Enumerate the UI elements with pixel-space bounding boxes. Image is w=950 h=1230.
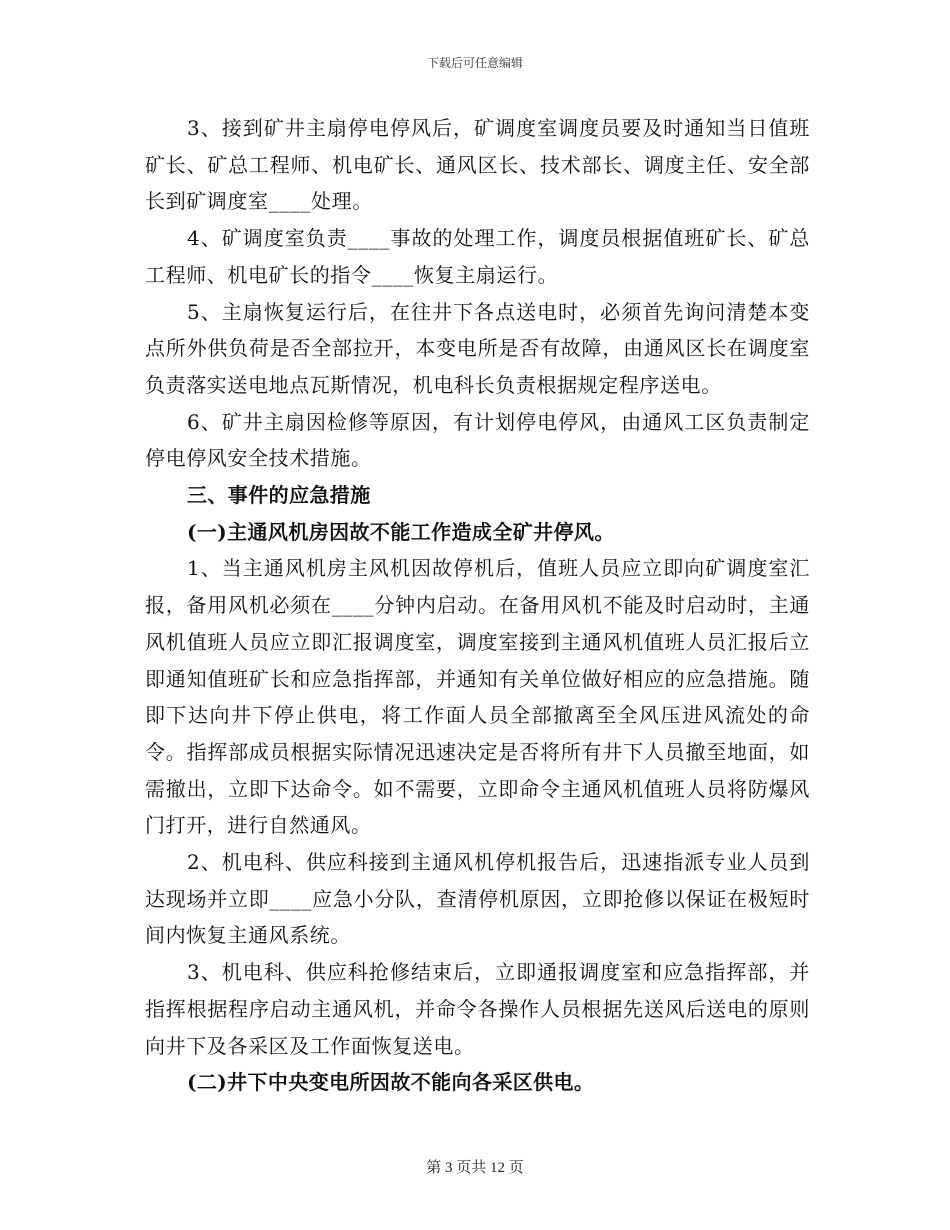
paragraph-item-5: 5、主扇恢复运行后，在往井下各点送电时，必须首先询问清楚本变点所外供负荷是否全部拉开，本变电所是否有故障，由通风区长在调度室负责落实送电地点瓦斯情况，机电科长负责根据规定程序送电。 [145,299,810,397]
paragraph-item-6: 6、矿井主扇因检修等原因，有计划停电停风，由通风工区负责制定停电停风安全技术措施。 [145,409,810,471]
paragraph-measure-2: 2、机电科、供应科接到主通风机停机报告后，迅速指派专业人员到达现场并立即____应急小分队，查清停机原因，立即抢修以保证在极短时间内恢复主通风系统。 [145,850,810,948]
paragraph-measure-3: 3、机电科、供应科抢修结束后，立即通报调度室和应急指挥部，并指挥根据程序启动主通风机，并命令各操作人员根据先送风后送电的原则向井下及各采区及工作面恢复送电。 [145,960,810,1058]
paragraph-item-4: 4、矿调度室负责____事故的处理工作，调度员根据值班矿长、矿总工程师、机电矿长的指令____恢复主扇运行。 [145,226,810,287]
subsection-heading-2: (二)井下中央变电所因故不能向各采区供电。 [187,1070,595,1095]
subsection-heading-1: (一)主通风机房因故不能工作造成全矿井停风。 [187,519,615,544]
page-footer: 第 3 页共 12 页 [426,1160,524,1176]
page-header: 下载后可任意编辑 [426,56,523,70]
paragraph-measure-1: 1、当主通风机房主风机因故停机后，值班人员应立即向矿调度室汇报，备用风机必须在____分钟内启动。在备用风机不能及时启动时，主通风机值班人员应立即汇报调度室，调度室接到主通风机值班人员汇报后立即通知值班矿长和应急指挥部，并通知有关单位做好相应的应急措施。随即下达向井下停止供电，将工作面人员全部撤离至全风压进风流处的命令。指挥部成员根据实际情况迅速决定是否将所有井下人员撤至地面，如需撤出，立即下达命令。如不需要，立即命令主通风机值班人员将防爆风门打开，进行自然通风。 [145,556,810,838]
paragraph-item-3: 3、接到矿井主扇停电停风后，矿调度室调度员要及时通知当日值班矿长、矿总工程师、机电矿长、通风区长、技术部长、调度主任、安全部长到矿调度室____处理。 [145,116,810,214]
section-heading: 三、事件的应急措施 [187,483,371,508]
document-body [145,110,810,1101]
